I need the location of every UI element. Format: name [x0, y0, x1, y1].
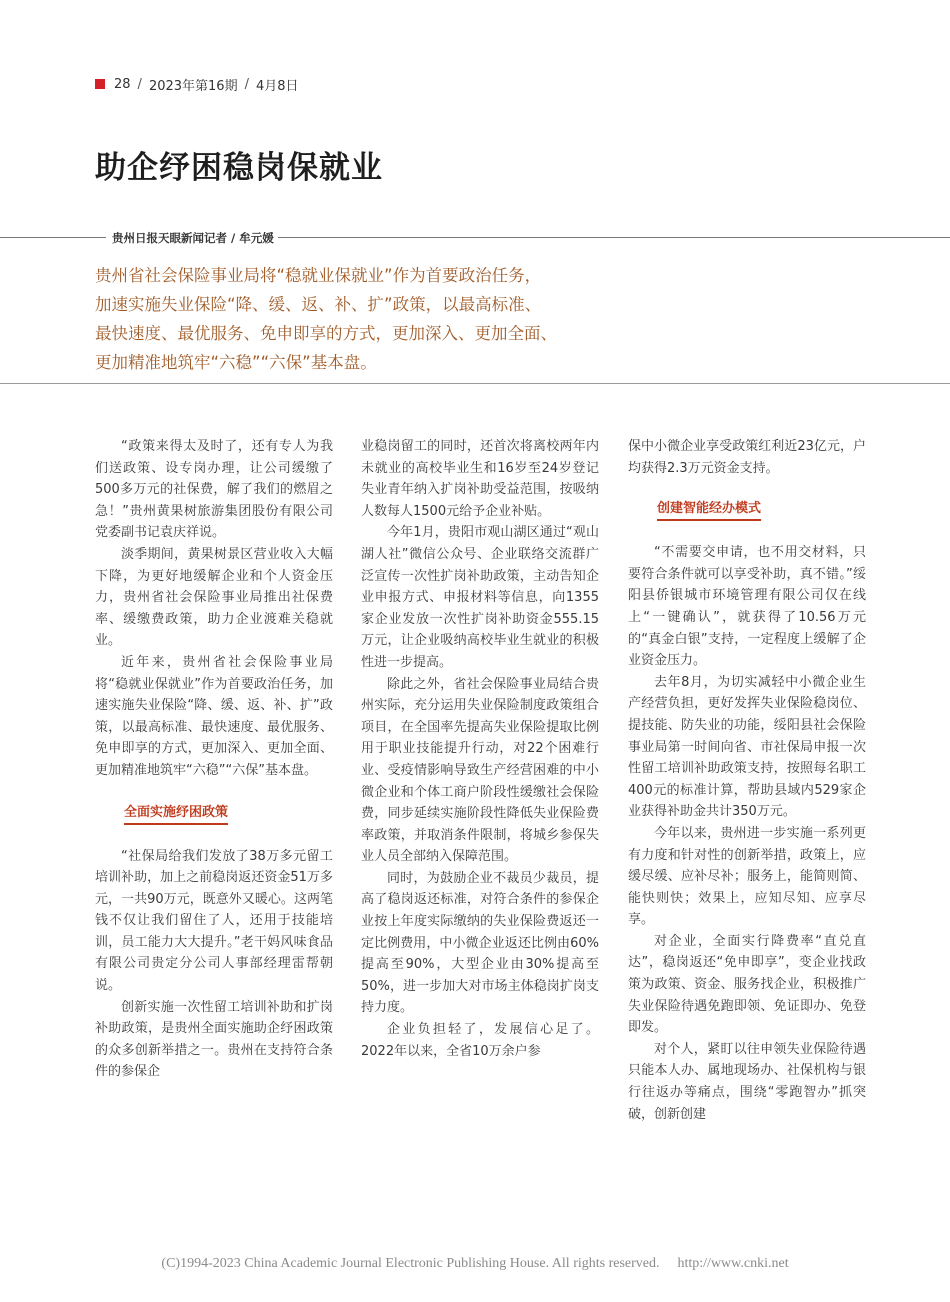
body-paragraph: 业稳岗留工的同时，还首次将离校两年内未就业的高校毕业生和16岁至24岁登记失业青年纳入扩岗补助受益范围，按吸纳人数每人1500元给予企业补贴。 [361, 439, 599, 519]
body-paragraph: “政策来得太及时了，还有专人为我们送政策、设专岗办理，让公司缓缴了500多万元的社保费，解了我们的燃眉之急！”贵州黄果树旅游集团股份有限公司党委副书记袁庆祥说。 [95, 439, 333, 541]
body-paragraph: 对企业，全面实行降费率“直兑直达”，稳岗返还“免申即享”，变企业找政策为政策、资金、服务找企业，积极推广失业保险待遇免跑即领、免证即办、免登即发。 [628, 933, 866, 1036]
byline-rule-left [0, 237, 106, 238]
body-paragraph: 今年1月，贵阳市观山湖区通过“观山湖人社”微信公众号、企业联络交流群广泛宣传一次性扩岗补助政策，主动告知企业申报方式、申报材料等信息，向1355家企业发放一次性扩岗补助资金555.15万元，让企业吸纳高校毕业生就业的积极性进一步提高。 [361, 525, 599, 670]
article-title: 助企纾困稳岗保就业 [95, 150, 383, 186]
body-paragraph: 淡季期间，黄果树景区营业收入大幅下降，为更好地缓解企业和个人资金压力，贵州省社会保险事业局推出社保费率、缓缴费政策，助力企业渡难关稳就业。 [95, 546, 333, 649]
body-paragraph: 今年以来，贵州进一步实施一系列更有力度和针对性的创新举措，政策上，应缓尽缓、应补尽补；服务上，能简则简、能快则快；效果上，应知尽知、应享尽享。 [628, 825, 866, 928]
header-separator: / [244, 76, 249, 92]
issue-date: 4月8日 [255, 78, 299, 94]
lead-line: 贵州省社会保险事业局将“稳就业保就业”作为首要政治任务， [95, 266, 542, 285]
body-paragraph: “社保局给我们发放了38万多元留工培训补助，加上之前稳岗返还资金51万多元，一共90万元，既意外又暖心。这两笔钱不仅让我们留住了人，还用于技能培训，员工能力大大提升。”老干妈风味食品有限公司贵定分公司人事部经理雷帮朝说。 [95, 848, 333, 994]
lead-divider [0, 383, 950, 384]
body-column-3 [628, 436, 866, 1125]
lead-line: 更加精准地筑牢“六稳”“六保”基本盘。 [95, 353, 377, 372]
body-column-1 [95, 436, 333, 1083]
lead-line: 最快速度、最优服务、免申即享的方式，更加深入、更加全面、 [95, 324, 557, 343]
body-paragraph: 除此之外，省社会保险事业局结合贵州实际，充分运用失业保险制度政策组合项目，在全国率先提高失业保险提取比例用于职业技能提升行动，对22个困难行业、受疫情影响导致生产经营困难的中小微企业和个体工商户阶段性缓缴社会保险费，同步延续实施阶段性降低失业保险费率政策，并取消条件限制，将城乡参保失业人员全部纳入保障范围。 [361, 676, 599, 865]
byline: 贵州日报天眼新闻记者 / 牟元媛 [112, 231, 274, 245]
body-paragraph: “不需要交申请，也不用交材料，只要符合条件就可以享受补助，真不错。”绥阳县侨银城市环境管理有限公司仅在线上“一键确认”，就获得了10.56万元的“真金白银”支持，一定程度上缓解了企业资金压力。 [628, 545, 866, 669]
lead-paragraph [95, 261, 915, 377]
page-header [95, 76, 299, 92]
page-number: 28 [114, 76, 131, 92]
body-paragraph: 去年8月，为切实减轻中小微企业生产经营负担，更好发挥失业保险稳岗位、提技能、防失业的功能，绥阳县社会保险事业局第一时间向省、市社保局申报一次性留工培训补助政策支持，按照每名职工400元的标准计算，帮助县域内529家企业获得补助金共计350万元。 [628, 674, 866, 820]
issue-label: 2023年第16期 [148, 78, 238, 94]
section-heading: 创建智能经办模式 [657, 501, 761, 521]
source-url: http://www.cnki.net [677, 1256, 789, 1271]
body-paragraph: 近年来，贵州省社会保险事业局将“稳就业保就业”作为首要政治任务，加速实施失业保险“降、缓、返、补、扩”政策，以最高标准、最快速度、最优服务、免申即享的方式，更加深入、更加全面、更加精准地筑牢“六稳”“六保”基本盘。 [95, 654, 333, 778]
byline-rule-right [278, 237, 950, 238]
section-heading: 全面实施纾困政策 [124, 805, 228, 825]
copyright-text: (C)1994-2023 China Academic Journal Electronic Publishing House. All rights reserved. [161, 1256, 660, 1271]
body-paragraph: 企业负担轻了，发展信心足了。2022年以来，全省10万余户参 [361, 1022, 599, 1059]
copyright-footer [0, 1256, 950, 1272]
lead-line: 加速实施失业保险“降、缓、返、补、扩”政策，以最高标准、 [95, 295, 542, 314]
header-separator: / [137, 76, 142, 92]
body-paragraph: 对个人，紧盯以往申领失业保险待遇只能本人办、属地现场办、社保机构与银行往返办等痛点，围绕“零跑智办”抓突破，创新创建 [628, 1041, 866, 1122]
body-paragraph: 同时，为鼓励企业不裁员少裁员，提高了稳岗返还标准，对符合条件的参保企业按上年度实际缴纳的失业保险费返还一定比例费用，中小微企业返还比例由60%提高至90%，大型企业由30%提高至50%，进一步加大对市场主体稳岗扩岗支持力度。 [361, 870, 599, 1016]
red-square-icon [95, 79, 105, 89]
body-paragraph: 保中小微企业享受政策红利近23亿元，户均获得2.3万元资金支持。 [628, 439, 866, 476]
body-paragraph: 创新实施一次性留工培训补助和扩岗补助政策，是贵州全面实施助企纾困政策的众多创新举措之一。贵州在支持符合条件的参保企 [95, 999, 333, 1080]
body-column-2 [361, 436, 599, 1062]
